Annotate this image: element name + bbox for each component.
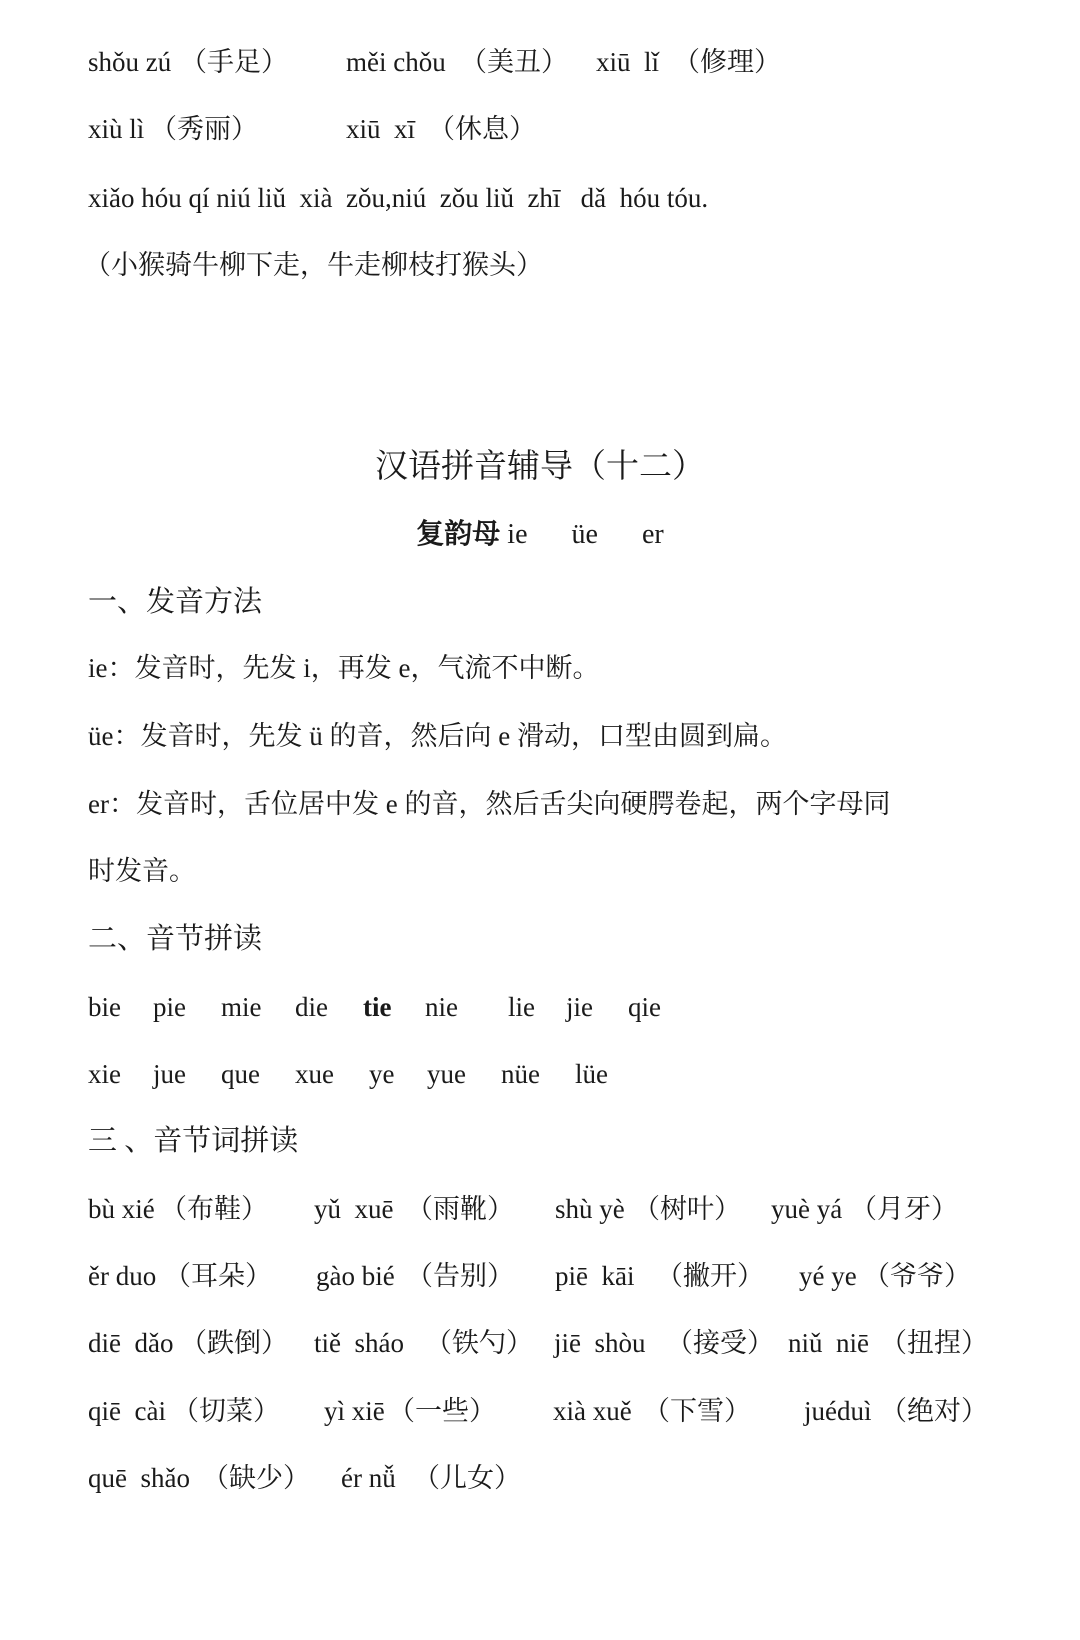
pronunciation-item-ue: üe：发音时，先发 ü 的音，然后向 e 滑动，口型由圆到扁。 — [88, 721, 787, 751]
word-pinyin: shù yè — [555, 1194, 625, 1224]
pronunciation-item-er-cont: 时发音。 — [88, 856, 196, 886]
word-hanzi: （手足） — [180, 47, 288, 77]
syllable: yue — [427, 1059, 466, 1089]
word-hanzi: （耳朵） — [164, 1261, 272, 1291]
word-hanzi: （缺少） — [202, 1463, 310, 1493]
word-row — [88, 44, 1008, 80]
word-row — [88, 111, 1008, 147]
word-pinyin: yé ye — [799, 1261, 857, 1291]
word-pinyin: qiē cài — [88, 1396, 166, 1426]
pronunciation-item-ie: ie：发音时，先发 i，再发 e，气流不中断。 — [88, 653, 600, 683]
syllable: die — [295, 992, 328, 1022]
syllable: lie — [508, 992, 535, 1022]
word-pinyin: jiē shòu — [554, 1328, 646, 1358]
lesson-subtitle — [0, 516, 1080, 554]
word-hanzi: （告别） — [406, 1261, 514, 1291]
syllable: xie — [88, 1059, 121, 1089]
word-hanzi: （一些） — [388, 1396, 496, 1426]
syllable: qie — [628, 992, 661, 1022]
word-pinyin: xiū lǐ — [596, 47, 660, 77]
word-hanzi: （秀丽） — [150, 114, 258, 144]
word-hanzi: （下雪） — [643, 1396, 751, 1426]
section-heading-syllables: 二、音节拼读 — [88, 923, 263, 955]
word-hanzi: （切菜） — [172, 1396, 280, 1426]
word-pinyin: niǔ niē — [788, 1328, 869, 1358]
word-pinyin: yǔ xuē — [314, 1194, 394, 1224]
word-pinyin: xiū xī — [346, 114, 416, 144]
word-hanzi: （撇开） — [656, 1261, 764, 1291]
syllable: nüe — [501, 1059, 540, 1089]
word-hanzi: （美丑） — [460, 47, 568, 77]
word-pinyin: xià xuě — [553, 1396, 632, 1426]
word-hanzi: （修理） — [673, 47, 781, 77]
word-pinyin: shǒu zú — [88, 47, 172, 77]
tongue-twister-hanzi: （小猴骑牛柳下走，牛走柳枝打猴头） — [84, 250, 543, 280]
section-heading-pronunciation: 一、发音方法 — [88, 586, 263, 618]
word-row — [88, 1258, 1008, 1294]
word-row — [88, 1460, 1008, 1496]
final-ie: ie — [507, 519, 528, 550]
lesson-title: 汉语拼音辅导（十二） — [375, 449, 705, 485]
syllable: ye — [369, 1059, 395, 1089]
syllable: que — [221, 1059, 260, 1089]
tongue-twister-pinyin: xiǎo hóu qí niú liǔ xià zǒu,niú zǒu liǔ zhī dǎ hóu tóu. — [88, 183, 709, 213]
word-hanzi: （爷爷） — [863, 1261, 971, 1291]
word-pinyin: ěr duo — [88, 1261, 157, 1291]
word-row — [88, 1191, 1008, 1227]
word-hanzi: （铁勺） — [425, 1328, 533, 1358]
syllable-row — [88, 1056, 1008, 1092]
syllable: lüe — [575, 1059, 608, 1089]
word-hanzi: （树叶） — [633, 1194, 741, 1224]
word-pinyin: piē kāi — [555, 1261, 635, 1291]
word-pinyin: xiù lì — [88, 114, 145, 144]
syllable: jie — [566, 992, 593, 1022]
word-pinyin: měi chǒu — [346, 47, 446, 77]
syllable: xue — [295, 1059, 334, 1089]
word-hanzi: （休息） — [428, 114, 536, 144]
word-pinyin: gào bié — [316, 1261, 395, 1291]
section-heading-words: 三 、音节词拼读 — [88, 1125, 299, 1157]
word-pinyin: ér nǚ — [341, 1463, 396, 1493]
final-ue: üe — [571, 519, 598, 550]
word-hanzi: （雨靴） — [406, 1194, 514, 1224]
word-hanzi: （接受） — [666, 1328, 774, 1358]
word-pinyin: quē shǎo — [88, 1463, 190, 1493]
word-hanzi: （扭捏） — [880, 1328, 988, 1358]
word-hanzi: （布鞋） — [160, 1194, 268, 1224]
word-row — [88, 1393, 1008, 1429]
word-pinyin: juéduì — [804, 1396, 872, 1426]
pronunciation-item-er: er：发音时，舌位居中发 e 的音，然后舌尖向硬腭卷起，两个字母同 — [88, 789, 891, 819]
word-pinyin: bù xié — [88, 1194, 155, 1224]
syllable: tie — [363, 992, 392, 1022]
syllable: bie — [88, 992, 121, 1022]
syllable: mie — [221, 992, 262, 1022]
final-er: er — [641, 519, 664, 550]
word-pinyin: yì xiē — [324, 1396, 385, 1426]
word-pinyin: tiě sháo — [314, 1328, 404, 1358]
syllable: pie — [153, 992, 186, 1022]
word-hanzi: （绝对） — [880, 1396, 988, 1426]
word-pinyin: diē dǎo — [88, 1328, 174, 1358]
word-hanzi: （儿女） — [413, 1463, 521, 1493]
syllable-row — [88, 989, 1008, 1025]
syllable: nie — [425, 992, 458, 1022]
word-hanzi: （月牙） — [850, 1194, 958, 1224]
word-row — [88, 1325, 1008, 1361]
word-pinyin: yuè yá — [771, 1194, 843, 1224]
syllable: jue — [153, 1059, 186, 1089]
word-hanzi: （跌倒） — [180, 1328, 288, 1358]
subtitle-label: 复韵母 — [416, 519, 501, 550]
